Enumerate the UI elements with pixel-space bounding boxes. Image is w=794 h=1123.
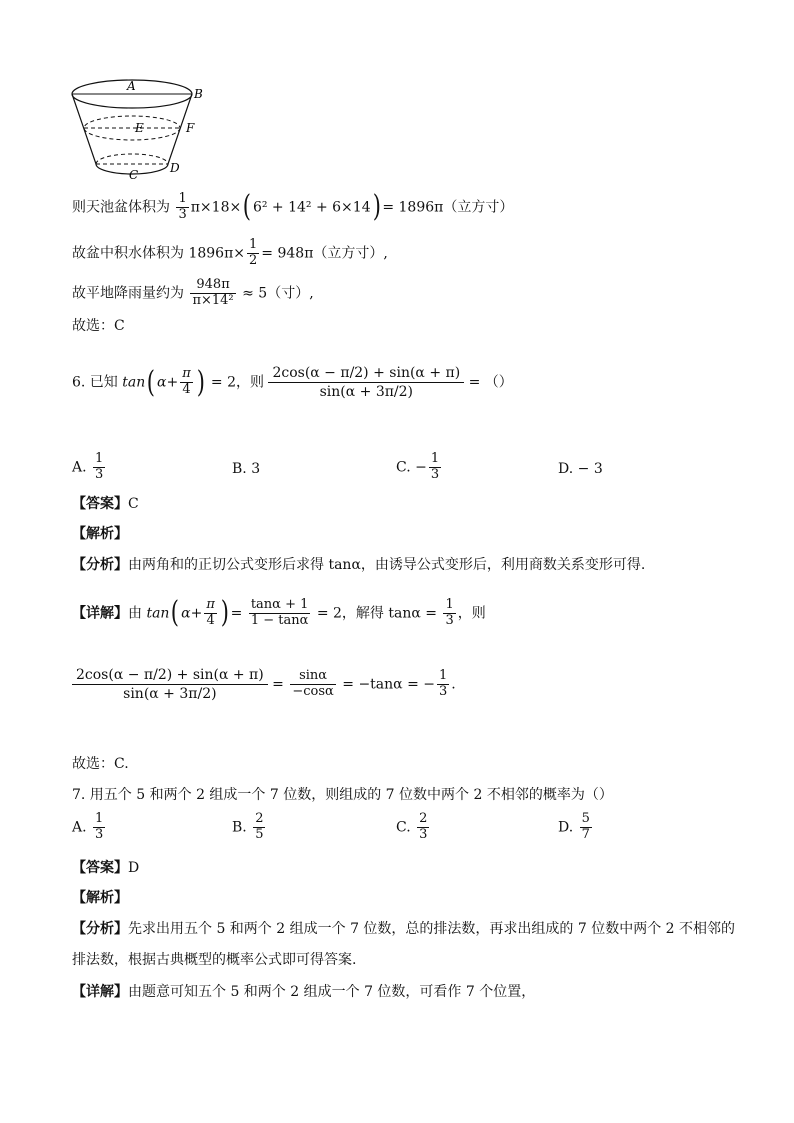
q6-option-b[interactable]: B. 3 — [232, 461, 261, 477]
fraction-one-third: $\frac{1}{3}$ — [178, 191, 187, 222]
q7-option-d[interactable]: D. $\frac{5}{7}$ — [558, 811, 590, 842]
q7-stem: 7. 用五个 5 和两个 2 组成一个 7 位数，则组成的 7 位数中两个 2 不相邻的概率为（） — [72, 787, 613, 803]
q6-choice: 故选：C. — [72, 756, 129, 772]
q6-option-d[interactable]: D. − 3 — [558, 461, 603, 477]
q6-expression: $\frac{2\cos(\alpha - \pi/2) + \sin(\alpha + \pi)}{\sin(\alpha + 3\pi/2)}$ — [268, 366, 464, 399]
rain-line: 故平地降雨量约为 $\frac{948\pi}{\text{π×14²}}$ ≈ 5（寸）, — [72, 277, 314, 308]
q7-fenxi-2: 排法数，根据古典概型的概率公式即可得答案. — [72, 952, 357, 968]
q7-option-b[interactable]: B. $\frac{2}{5}$ — [232, 811, 264, 842]
q7-fenxi-1: 【分析】先求出用五个 5 和两个 2 组成一个 7 位数，总的排法数，再求出组成的 7 位数中两个 2 不相邻的 — [72, 921, 736, 937]
fraction-one-half: $\frac{1}{2}$ — [249, 237, 258, 268]
q6-option-a[interactable]: A. $\frac{1}{3}$ — [72, 451, 104, 482]
q6-fenxi: 【分析】由两角和的正切公式变形后求得 tanα，由诱导公式变形后，利用商数关系变形可得. — [72, 557, 646, 573]
water-line: 故盆中积水体积为 1896π× $\frac{1}{2}$ = 948π（立方寸）, — [72, 237, 388, 268]
choice-5: 故选：C — [72, 318, 125, 334]
q6-analysis: 【解析】 — [72, 526, 128, 542]
q6-answer: 【答案】C — [72, 496, 139, 512]
q7-option-a[interactable]: A. $\frac{1}{3}$ — [72, 811, 104, 842]
q7-option-c[interactable]: C. $\frac{2}{3}$ — [396, 811, 428, 842]
q7-detail: 【详解】由题意可知五个 5 和两个 2 组成一个 7 位数，可看作 7 个位置， — [72, 984, 536, 1000]
q6-derivation: $\frac{2\cos(\alpha - \pi/2) + \sin(\alpha + \pi)}{\sin(\alpha + 3\pi/2)}$ = $\frac{\sin\alpha}{-\cos\alpha}$ = −tanα = − $\frac{1}{3}$ . — [72, 668, 456, 701]
q6-stem: 6. 已知 tan( α+ $\frac{\pi}{4}$ ) = 2，则 $\frac{2\cos(\alpha - \pi/2) + \sin(\alpha + \pi)}{\sin(\alpha + 3\pi/2)}$ = （） — [72, 364, 513, 400]
volume-line: 则天池盆体积为 $\frac{1}{3}$ π×18×( 6² + 14² + 6×14) = 1896π（立方寸） — [72, 189, 514, 225]
figure-label-f: F — [186, 121, 195, 135]
q7-answer: 【答案】D — [72, 860, 140, 876]
frustum-figure — [66, 62, 216, 192]
figure-label-b: B — [194, 87, 203, 101]
q6-option-c[interactable]: C. − $\frac{1}{3}$ — [396, 451, 440, 482]
q7-analysis: 【解析】 — [72, 890, 128, 906]
figure-label-d: D — [170, 161, 180, 175]
figure-label-a: A — [127, 79, 136, 93]
q6-detail: 【详解】由 tan( α+ $\frac{\pi}{4}$ ) = $\frac{\tan\alpha + 1}{1 - \tan\alpha}$ = 2，解得 tanα = $\frac{1}{3}$ ，则 — [72, 595, 486, 631]
figure-label-e: E — [135, 121, 144, 135]
rain-fraction: $\frac{948\pi}{\text{π×14²}}$ — [192, 277, 234, 308]
figure-label-c: C — [129, 168, 139, 182]
